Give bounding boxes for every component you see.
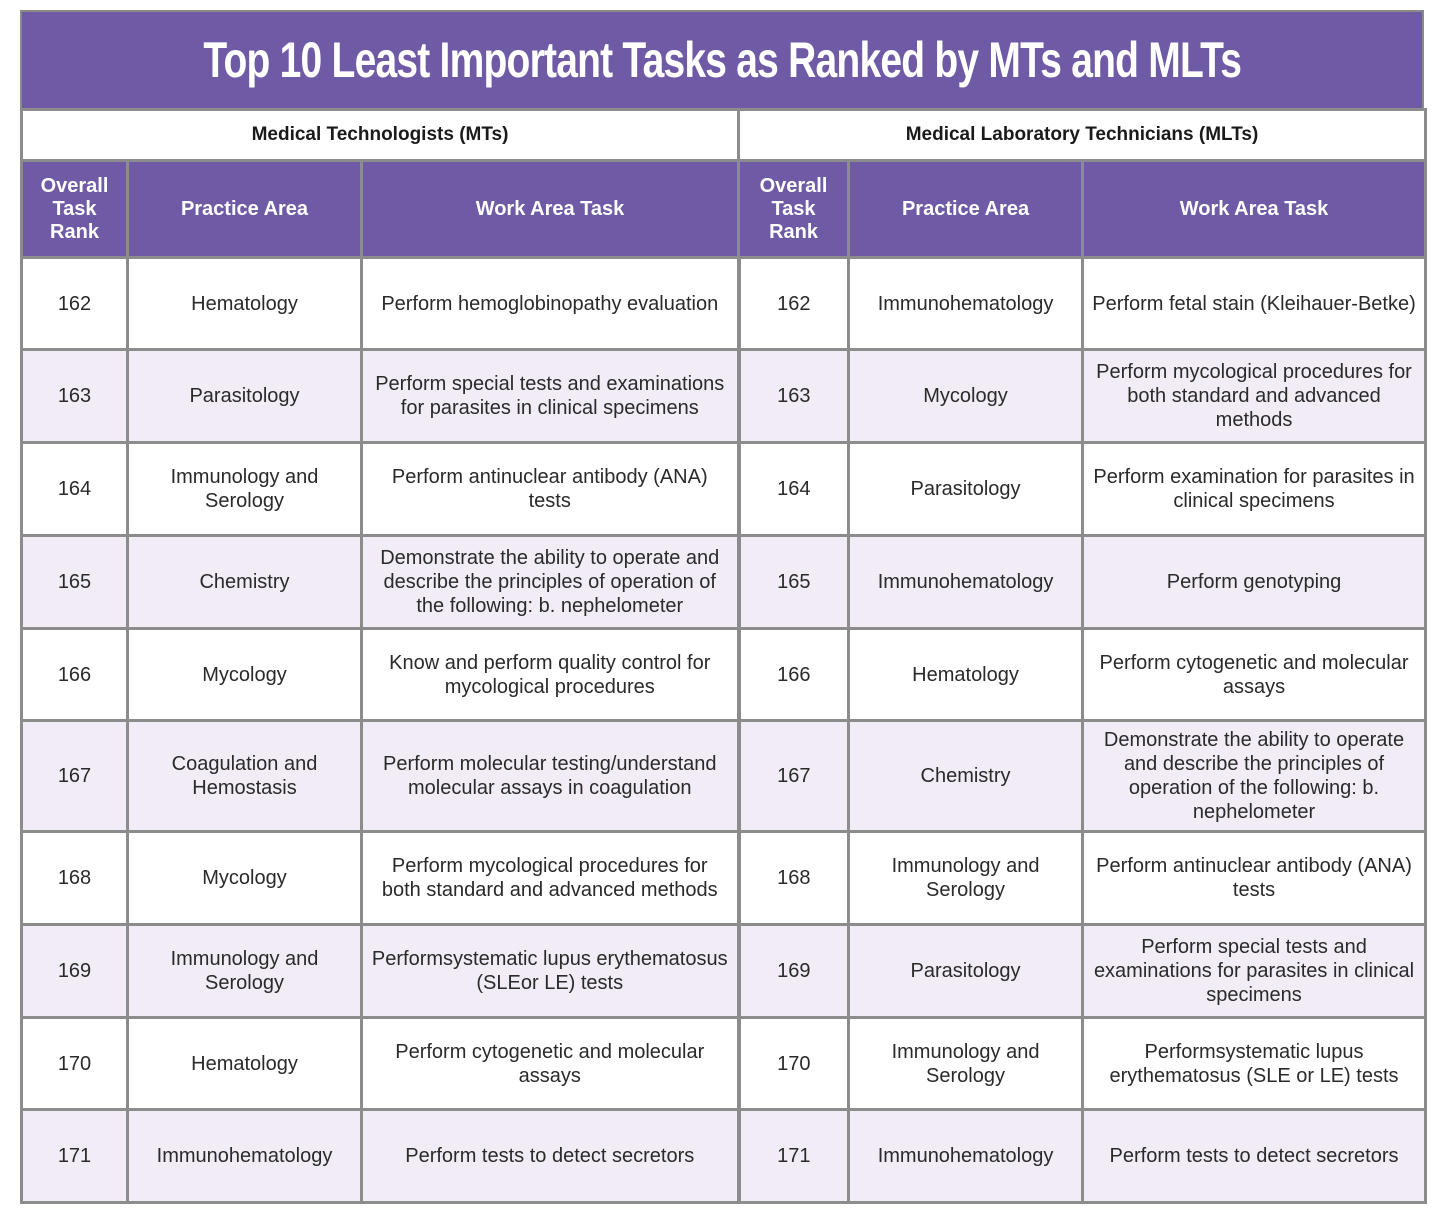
mlt-practice-area-cell: Parasitology [849,443,1083,536]
mt-rank-cell: 164 [22,443,128,536]
mt-work-area-task-cell: Perform antinuclear antibody (ANA) tests [362,443,739,536]
mt-work-area-task-cell: Performsystematic lupus erythematosus (SLEor LE) tests [362,925,739,1018]
tasks-table-figure [20,10,1424,1204]
table-row [22,925,1426,1018]
mt-practice-area-cell: Mycology [128,832,362,925]
mlt-rank-cell: 163 [739,350,849,443]
section-header-mlt: Medical Laboratory Technicians (MLTs) [739,110,1426,161]
mlt-rank-cell: 162 [739,258,849,350]
mlt-work-area-task-cell: Perform fetal stain (Kleihauer-Betke) [1083,258,1426,350]
table-row [22,721,1426,832]
mt-practice-area-cell: Hematology [128,1018,362,1110]
column-header-work-area-task: Work Area Task [1083,161,1426,258]
mt-practice-area-cell: Immunology and Serology [128,443,362,536]
mlt-rank-cell: 170 [739,1018,849,1110]
table-row [22,258,1426,350]
mt-rank-cell: 163 [22,350,128,443]
mlt-rank-cell: 171 [739,1110,849,1203]
mt-work-area-task-cell: Perform special tests and examinations for parasites in clinical specimens [362,350,739,443]
mt-work-area-task-cell: Demonstrate the ability to operate and describe the principles of operation of the following: b. nephelometer [362,536,739,629]
mt-work-area-task-cell: Perform mycological procedures for both standard and advanced methods [362,832,739,925]
mt-rank-cell: 169 [22,925,128,1018]
mt-practice-area-cell: Immunology and Serology [128,925,362,1018]
mt-rank-cell: 170 [22,1018,128,1110]
table-row [22,1110,1426,1203]
mt-rank-cell: 171 [22,1110,128,1203]
mlt-practice-area-cell: Chemistry [849,721,1083,832]
column-header-work-area-task: Work Area Task [362,161,739,258]
mlt-work-area-task-cell: Perform cytogenetic and molecular assays [1083,629,1426,721]
column-header-rank: Overall Task Rank [22,161,128,258]
column-header-practice-area: Practice Area [128,161,362,258]
mt-work-area-task-cell: Perform tests to detect secretors [362,1110,739,1203]
mt-work-area-task-cell: Perform molecular testing/understand molecular assays in coagulation [362,721,739,832]
mt-work-area-task-cell: Perform hemoglobinopathy evaluation [362,258,739,350]
mt-work-area-task-cell: Know and perform quality control for mycological procedures [362,629,739,721]
title-bar [20,10,1424,108]
mt-practice-area-cell: Mycology [128,629,362,721]
table-row [22,1018,1426,1110]
mlt-practice-area-cell: Immunohematology [849,1110,1083,1203]
mlt-practice-area-cell: Parasitology [849,925,1083,1018]
mlt-practice-area-cell: Immunology and Serology [849,1018,1083,1110]
mt-practice-area-cell: Hematology [128,258,362,350]
table-row [22,629,1426,721]
mlt-practice-area-cell: Hematology [849,629,1083,721]
mt-practice-area-cell: Chemistry [128,536,362,629]
mlt-practice-area-cell: Immunohematology [849,258,1083,350]
mt-rank-cell: 165 [22,536,128,629]
column-header-practice-area: Practice Area [849,161,1083,258]
mt-practice-area-cell: Parasitology [128,350,362,443]
mt-practice-area-cell: Coagulation and Hemostasis [128,721,362,832]
mlt-practice-area-cell: Immunohematology [849,536,1083,629]
table-row [22,536,1426,629]
mlt-work-area-task-cell: Perform genotyping [1083,536,1426,629]
section-header-mt: Medical Technologists (MTs) [22,110,739,161]
table-row [22,350,1426,443]
mt-rank-cell: 166 [22,629,128,721]
mlt-work-area-task-cell: Perform special tests and examinations for parasites in clinical specimens [1083,925,1426,1018]
table-row [22,443,1426,536]
mlt-practice-area-cell: Immunology and Serology [849,832,1083,925]
tasks-table [20,108,1427,1204]
mt-rank-cell: 168 [22,832,128,925]
mlt-rank-cell: 169 [739,925,849,1018]
mlt-work-area-task-cell: Perform mycological procedures for both standard and advanced methods [1083,350,1426,443]
mlt-rank-cell: 166 [739,629,849,721]
mlt-work-area-task-cell: Perform tests to detect secretors [1083,1110,1426,1203]
mt-rank-cell: 162 [22,258,128,350]
page-title: Top 10 Least Important Tasks as Ranked by MTs and MLTs [203,32,1241,88]
mlt-rank-cell: 165 [739,536,849,629]
mlt-rank-cell: 164 [739,443,849,536]
mlt-work-area-task-cell: Perform examination for parasites in clinical specimens [1083,443,1426,536]
mt-work-area-task-cell: Perform cytogenetic and molecular assays [362,1018,739,1110]
column-header-rank: Overall Task Rank [739,161,849,258]
mlt-rank-cell: 168 [739,832,849,925]
mlt-rank-cell: 167 [739,721,849,832]
mlt-practice-area-cell: Mycology [849,350,1083,443]
mlt-work-area-task-cell: Demonstrate the ability to operate and describe the principles of operation of the following: b. nephelometer [1083,721,1426,832]
table-body [22,258,1426,1203]
mlt-work-area-task-cell: Perform antinuclear antibody (ANA) tests [1083,832,1426,925]
mt-rank-cell: 167 [22,721,128,832]
mt-practice-area-cell: Immunohematology [128,1110,362,1203]
table-row [22,832,1426,925]
mlt-work-area-task-cell: Performsystematic lupus erythematosus (SLE or LE) tests [1083,1018,1426,1110]
